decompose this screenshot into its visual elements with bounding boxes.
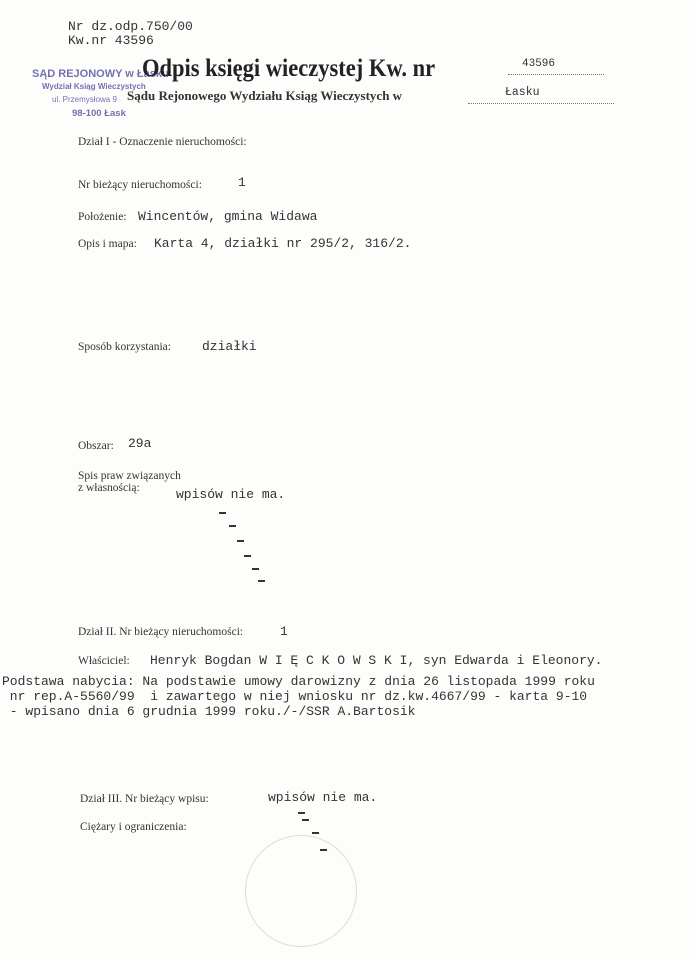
- court-stamp-line: ul. Przemysłowa 9: [52, 95, 117, 104]
- acquisition-basis: - wpisano dnia 6 grudnia 1999 roku./-/SSR A.Bartosik: [2, 704, 416, 719]
- section-2-number: 1: [280, 624, 288, 639]
- document-title: Odpis księgi wieczystej Kw. nr: [142, 55, 436, 82]
- section-3-heading: Dział III. Nr bieżący wpisu:: [80, 793, 209, 805]
- land-use-label: Sposób korzystania:: [78, 341, 171, 353]
- property-number-label: Nr bieżący nieruchomości:: [78, 179, 202, 191]
- court-stamp-line: 98-100 Łask: [72, 108, 126, 119]
- area-value: 29a: [128, 436, 152, 451]
- rights-value: wpisów nie ma.: [176, 487, 286, 502]
- section-1-heading: Dział I - Oznaczenie nieruchomości:: [78, 136, 247, 148]
- owner-value: Henryk Bogdan W I Ę C K O W S K I, syn Edwarda i Eleonory.: [150, 653, 603, 668]
- owner-label: Właściciel:: [78, 655, 130, 667]
- reference-number: Nr dz.odp.750/00: [68, 19, 193, 34]
- acquisition-basis: Podstawa nabycia: Na podstawie umowy darowizny z dnia 26 listopada 1999 roku: [2, 674, 595, 689]
- description-label: Opis i mapa:: [78, 238, 137, 250]
- rights-label: z własnością:: [78, 482, 140, 494]
- area-label: Obszar:: [78, 440, 114, 452]
- court-city: Łasku: [505, 86, 540, 99]
- acquisition-basis: nr rep.A-5560/99 i zawartego w niej wniosku nr dz.kw.4667/99 - karta 9-10: [2, 689, 588, 704]
- description-value: Karta 4, działki nr 295/2, 316/2.: [154, 236, 412, 251]
- land-use-value: działki: [202, 339, 257, 354]
- property-number-value: 1: [238, 175, 246, 190]
- court-stamp-line: Wydział Ksiąg Wieczystych: [42, 82, 146, 91]
- location-value: Wincentów, gmina Widawa: [138, 209, 318, 224]
- rights-label: Spis praw związanych: [78, 470, 181, 482]
- court-name: Sądu Rejonowego Wydziału Ksiąg Wieczystych w: [127, 88, 403, 103]
- faint-seal: [245, 835, 357, 947]
- burdens-label: Ciężary i ograniczenia:: [80, 821, 187, 833]
- section-3-value: wpisów nie ma.: [268, 790, 378, 805]
- kw-number: 43596: [522, 58, 556, 70]
- section-2-heading: Dział II. Nr bieżący nieruchomości:: [78, 626, 244, 638]
- kw-reference: Kw.nr 43596: [68, 33, 154, 48]
- location-label: Położenie:: [78, 211, 127, 223]
- court-stamp-line: SĄD REJONOWY w Łasku: [32, 68, 169, 80]
